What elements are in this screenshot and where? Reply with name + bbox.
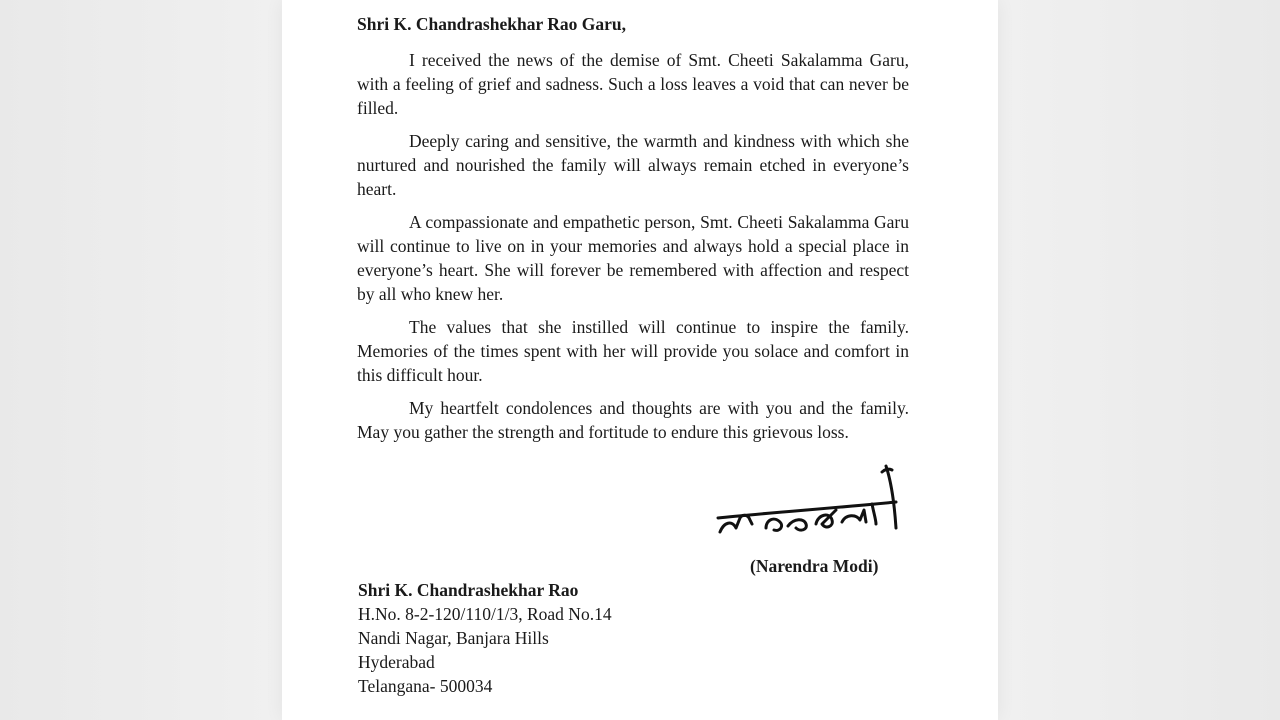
paragraph: A compassionate and empathetic person, Smt. Cheeti Sakalamma Garu will continue to live on in your memories and always hold a special place in everyone’s heart. She will forever be remembered with affection and respect by all who knew her. [357, 212, 909, 304]
address-name: Shri K. Chandrashekhar Rao [358, 580, 579, 600]
paragraph: My heartfelt condolences and thoughts are with you and the family. May you gather the strength and fortitude to endure this grievous loss. [357, 398, 909, 442]
address-line: Nandi Nagar, Banjara Hills [358, 628, 549, 648]
paragraph: The values that she instilled will continue to inspire the family. Memories of the times spent with her will provide you solace and comfort in this difficult hour. [357, 317, 909, 385]
signer-name: (Narendra Modi) [750, 556, 879, 576]
paragraph: Deeply caring and sensitive, the warmth and kindness with which she nurtured and nourished the family will always remain etched in everyone’s heart. [357, 131, 909, 199]
address-line: Hyderabad [358, 652, 435, 672]
signature-icon [714, 458, 910, 542]
salutation: Shri K. Chandrashekhar Rao Garu, [357, 14, 627, 34]
letter-page [282, 0, 998, 720]
paragraph: I received the news of the demise of Smt. Cheeti Sakalamma Garu, with a feeling of grief and sadness. Such a loss leaves a void that can never be filled. [357, 50, 909, 118]
recipient-address [358, 578, 612, 698]
address-line: Telangana- 500034 [358, 676, 493, 696]
address-line: H.No. 8-2-120/110/1/3, Road No.14 [358, 604, 612, 624]
letter-body [357, 48, 909, 453]
